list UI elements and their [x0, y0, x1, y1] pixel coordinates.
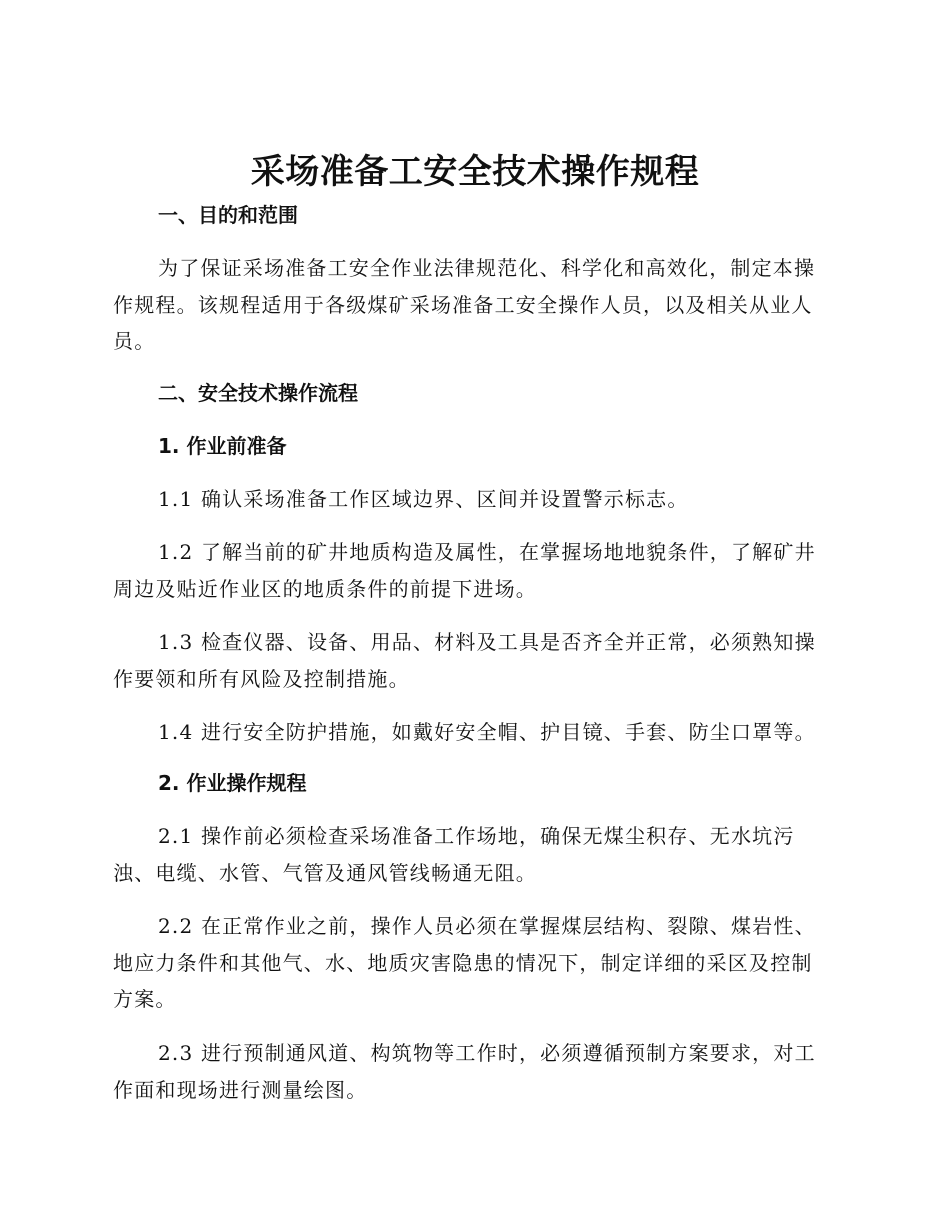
section-heading-purpose: 一、目的和范围 [158, 203, 298, 227]
paragraph-purpose: 为了保证采场准备工安全作业法律规范化、科学化和高效化，制定本操作规程。该规程适用于各级煤矿采场准备工安全操作人员，以及相关从业人员。 [113, 256, 816, 353]
document-title: 采场准备工安全技术操作规程 [250, 152, 700, 192]
paragraph-item-1-4: 1.4 进行安全防护措施，如戴好安全帽、护目镜、手套、防尘口罩等。 [158, 720, 816, 744]
subsection-heading-operation: 2. 作业操作规程 [158, 771, 307, 795]
paragraph-item-2-1: 2.1 操作前必须检查采场准备工作场地，确保无煤尘积存、无水坑污浊、电缆、水管、气管及通风管线畅通无阻。 [113, 824, 795, 885]
paragraph-item-1-3: 1.3 检查仪器、设备、用品、材料及工具是否齐全并正常，必须熟知操作要领和所有风险及控制措施。 [113, 630, 816, 691]
paragraph-item-2-2: 2.2 在正常作业之前，操作人员必须在掌握煤层结构、裂隙、煤岩性、地应力条件和其他气、水、地质灾害隐患的情况下，制定详细的采区及控制方案。 [113, 914, 816, 1011]
paragraph-item-1-2: 1.2 了解当前的矿井地质构造及属性，在掌握场地地貌条件，了解矿井周边及贴近作业区的地质条件的前提下进场。 [113, 540, 816, 601]
paragraph-item-2-3: 2.3 进行预制通风道、构筑物等工作时，必须遵循预制方案要求，对工作面和现场进行测量绘图。 [113, 1041, 816, 1102]
subsection-heading-preparation: 1. 作业前准备 [158, 434, 287, 458]
paragraph-item-1-1: 1.1 确认采场准备工作区域边界、区间并设置警示标志。 [158, 487, 689, 511]
section-heading-procedure: 二、安全技术操作流程 [158, 381, 358, 405]
